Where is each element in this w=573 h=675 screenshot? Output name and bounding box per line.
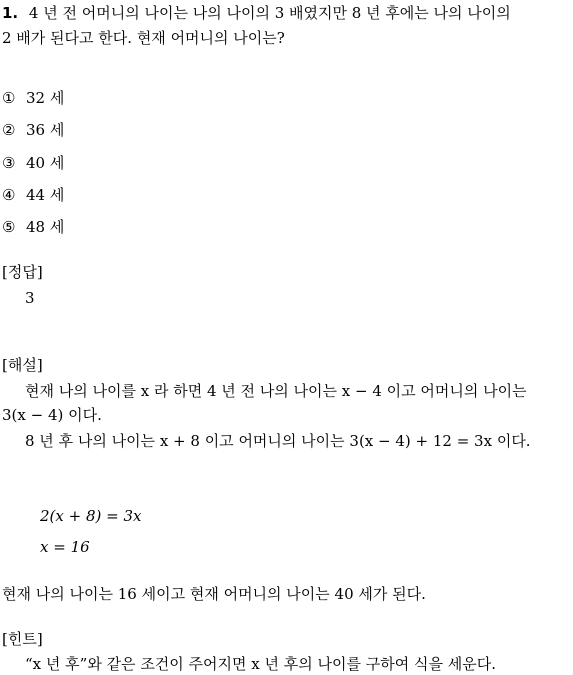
- solution-line-3: 8 년 후 나의 나이는 x + 8 이고 어머니의 나이는 3(x − 4) + 12 = 3x 이다.: [25, 432, 531, 450]
- solution-line-1: 현재 나의 나이를 x 라 하면 4 년 전 나의 나이는 x − 4 이고 어머니의 나이는: [25, 382, 527, 400]
- hint-text: “x 년 후”와 같은 조건이 주어지면 x 년 후의 나이를 구하여 식을 세운다.: [25, 655, 496, 673]
- choice-3-mark: ③: [2, 154, 16, 172]
- choice-2-mark: ②: [2, 121, 16, 139]
- answer-value: 3: [25, 289, 35, 307]
- solution-line-2: 3(x − 4) 이다.: [2, 406, 102, 424]
- choice-1[interactable]: [2, 89, 64, 109]
- answer-label: [정답]: [2, 263, 43, 281]
- choice-3[interactable]: [2, 154, 64, 174]
- choice-2[interactable]: [2, 121, 64, 141]
- choice-4-mark: ④: [2, 186, 16, 204]
- choice-1-mark: ①: [2, 89, 16, 107]
- question-line-2: 2 배가 된다고 한다. 현재 어머니의 나이는?: [2, 29, 285, 47]
- choice-4[interactable]: [2, 186, 64, 206]
- choice-2-text: 36 세: [26, 121, 65, 139]
- choice-4-text: 44 세: [26, 186, 65, 204]
- choice-5-mark: ⑤: [2, 218, 16, 236]
- choice-1-text: 32 세: [26, 89, 65, 107]
- question-text-1: 4 년 전 어머니의 나이는 나의 나이의 3 배였지만 8 년 후에는 나의 나이의: [28, 4, 511, 22]
- equation-2: x = 16: [40, 538, 90, 556]
- equation-1: 2(x + 8) = 3x: [40, 507, 142, 525]
- solution-conclusion: 현재 나의 나이는 16 세이고 현재 어머니의 나이는 40 세가 된다.: [2, 585, 426, 603]
- hint-label: [힌트]: [2, 630, 43, 648]
- question-line-1: [2, 4, 511, 24]
- question-number: 1.: [2, 4, 19, 22]
- solution-label: [해설]: [2, 356, 43, 374]
- choice-5-text: 48 세: [26, 218, 65, 236]
- choice-5[interactable]: [2, 218, 64, 238]
- choice-3-text: 40 세: [26, 154, 65, 172]
